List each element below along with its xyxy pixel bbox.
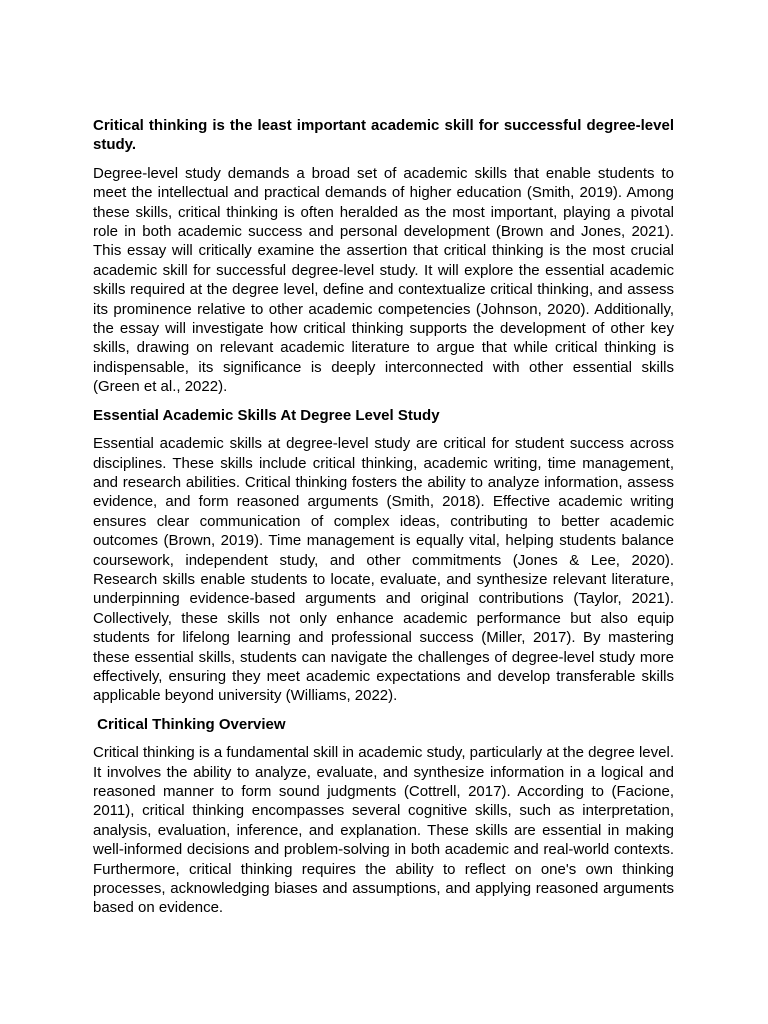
section-paragraph-essential-skills: Essential academic skills at degree-level study are critical for student success across disciplines. These skills include critical thinking, academic writing, time management, and research abilities. Critical thinking fosters the ability to analyze information, assess evidence, and form reasoned arguments (Smith, 2018). Effective academic writing ensures clear communication of complex ideas, contributing to better academic outcomes (Brown, 2019). Time management is equally vital, helping students balance coursework, independent study, and other commitments (Jones & Lee, 2020). Research skills enable students to locate, evaluate, and synthesize relevant literature, underpinning evidence-based arguments and original contributions (Taylor, 2021). Collectively, these skills not only enhance academic performance but also equip students for lifelong learning and professional success (Miller, 2017). By mastering these essential skills, students can navigate the challenges of degree-level study more effectively, ensuring they meet academic expectations and develop transferable skills applicable beyond university (Williams, 2022). [93,435,674,705]
essay-title: Critical thinking is the least important academic skill for successful degree-level study. [93,117,674,154]
section-paragraph-critical-thinking: Critical thinking is a fundamental skill in academic study, particularly at the degree level. It involves the ability to analyze, evaluate, and synthesize information in a logical and reasoned manner to form sound judgments (Cottrell, 2017). According to (Facione, 2011), critical thinking encompasses several cognitive skills, such as interpretation, analysis, evaluation, inference, and explanation. These skills are essential in making well-informed decisions and problem-solving in both academic and real-world contexts. Furthermore, critical thinking requires the ability to reflect on one's own thinking processes, acknowledging biases and assumptions, and applying reasoned arguments based on evidence. [93,744,674,917]
intro-paragraph: Degree-level study demands a broad set of academic skills that enable students to meet the intellectual and practical demands of higher education (Smith, 2019). Among these skills, critical thinking is often heralded as the most important, playing a pivotal role in both academic success and personal development (Brown and Jones, 2021). This essay will critically examine the assertion that critical thinking is the most crucial academic skill for successful degree-level study. It will explore the essential academic skills required at the degree level, define and contextualize critical thinking, and assess its prominence relative to other academic competencies (Johnson, 2020). Additionally, the essay will investigate how critical thinking supports the development of other key skills, drawing on relevant academic literature to argue that while critical thinking is indispensable, its significance is deeply interconnected with other essential skills (Green et al., 2022). [93,164,674,396]
section-heading-essential-skills: Essential Academic Skills At Degree Level Study [93,406,440,424]
document-page [93,116,674,927]
section-heading-critical-thinking: Critical Thinking Overview [93,715,286,733]
